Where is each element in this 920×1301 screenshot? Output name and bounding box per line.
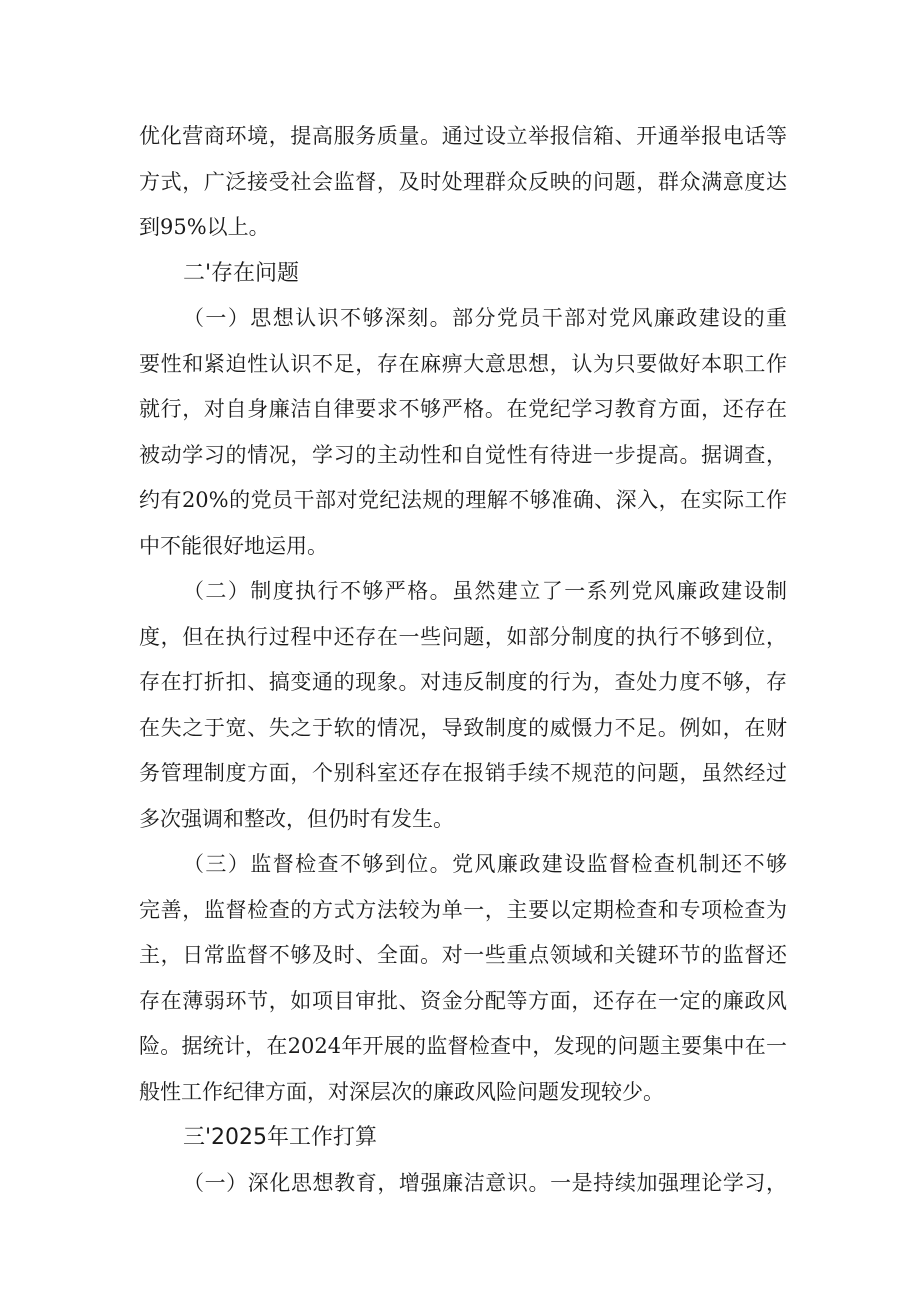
text-line: 就行，对自身廉洁自律要求不够严格。在党纪学习教育方面，还存在 xyxy=(139,397,787,421)
section-heading-problems: 二'存在问题 xyxy=(183,260,300,286)
text-line: 般性工作纪律方面，对深层次的廉政风险问题发现较少。 xyxy=(139,1079,664,1104)
text-line: 方式，广泛接受社会监督，及时处理群众反映的问题，群众满意度达 xyxy=(139,169,787,194)
text-line: 务管理制度方面，个别科室还存在报销手续不规范的问题，虽然经过 xyxy=(139,761,787,785)
text-line: （三）监督检查不够到位。党风廉政建设监督检查机制还不够 xyxy=(183,852,787,876)
text-line: 完善，监督检查的方式方法较为单一，主要以定期检查和专项检查为 xyxy=(139,897,787,922)
text-line: 度，但在执行过程中还存在一些问题，如部分制度的执行不够到位， xyxy=(139,624,787,649)
text-line: 在失之于宽、失之于软的情况，导致制度的威慑力不足。例如，在财 xyxy=(139,715,787,740)
section-heading-plan-2025: 三'2025年工作打算 xyxy=(183,1125,378,1150)
text-line: 约有20%的党员干部对党纪法规的理解不够准确、深入，在实际工作 xyxy=(139,488,787,512)
text-line: 险。据统计，在2024年开展的监督检查中，发现的问题主要集中在一 xyxy=(139,1034,787,1058)
document-body xyxy=(139,114,787,1206)
text-line: 多次强调和整改，但仍时有发生。 xyxy=(139,806,454,831)
paragraph-thinking xyxy=(139,296,787,569)
text-line: 要性和紧迫性认识不足，存在麻痹大意思想，认为只要做好本职工作 xyxy=(139,351,787,376)
paragraph-system-execution xyxy=(139,569,787,842)
text-line: 被动学习的情况，学习的主动性和自觉性有待进一步提高。据调查， xyxy=(139,442,787,467)
text-line: 优化营商环境，提高服务质量。通过设立举报信箱、开通举报电话等 xyxy=(139,124,787,148)
intro-paragraph xyxy=(139,114,787,251)
text-line: 中不能很好地运用。 xyxy=(139,533,328,558)
text-line: （一）深化思想教育，增强廉洁意识。一是持续加强理论学习， xyxy=(183,1170,787,1195)
text-line: 主，日常监督不够及时、全面。对一些重点领域和关键环节的监督还 xyxy=(139,943,787,967)
text-line: 到95%以上。 xyxy=(139,215,270,239)
text-line: 存在打折扣、搞变通的现象。对违反制度的行为，查处力度不够，存 xyxy=(139,670,787,694)
paragraph-ideological-education xyxy=(139,1161,787,1207)
paragraph-supervision xyxy=(139,842,787,1115)
text-line: （一）思想认识不够深刻。部分党员干部对党风廉政建设的重 xyxy=(183,306,787,330)
text-line: 存在薄弱环节，如项目审批、资金分配等方面，还存在一定的廉政风 xyxy=(139,988,787,1013)
text-line: （二）制度执行不够严格。虽然建立了一系列党风廉政建设制 xyxy=(183,579,787,603)
